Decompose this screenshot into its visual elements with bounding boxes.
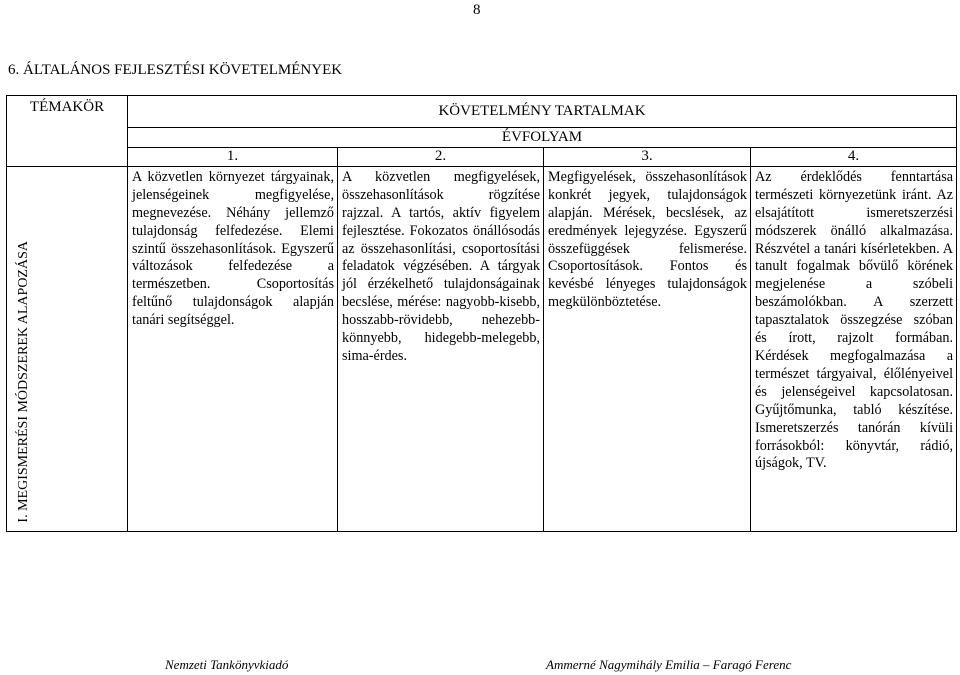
topic-label: I. MEGISMERÉSI MÓDSZEREK ALAPOZÁSA	[16, 241, 31, 523]
requirement-cell-grade-2: A közvetlen megfigyelések, összehasonlítások rögzítése rajzzal. A tartós, aktív figyelem fejlesztése. Fokozatos önállósodás az összehasonlítási, csoportosítási feladatok végzésében. A tárgyak jól érzékelhető tulajdonságainak becslése, mérése: nagyobb-kisebb, hosszabb-rövidebb, nehezebb-könnyebb, hidegebb-melegebb, sima-érdes.	[338, 166, 544, 531]
section-title: 6. ÁLTALÁNOS FEJLESZTÉSI KÖVETELMÉNYEK	[8, 62, 343, 78]
grade-4: 4.	[751, 148, 957, 167]
requirements-table	[6, 95, 957, 532]
grade-2: 2.	[338, 148, 544, 167]
footer-publisher: Nemzeti Tankönyvkiadó	[165, 657, 289, 672]
requirement-cell-grade-4: Az érdeklődés fenntartása természeti környezetünk iránt. Az elsajátított ismeretszerzési módszerek önálló alkalmazása. Részvétel a tanári kísérletekben. A tanult fogalmak bővülő körének megjelenése a szóbeli beszámolókban. A szerzett tapasztalatok összegzése szóban és írott, rajzolt formában. Kérdések megfogalmazása a természet tárgyaival, élőlényeivel és jelenségeivel kapcsolatosan. Gyűjtőmunka, tabló készítése. Ismeretszerzés tanórán kívüli forrásokból: könyvtár, rádió, újságok, TV.	[751, 166, 957, 531]
page-number: 8	[473, 2, 481, 18]
grade-3: 3.	[544, 148, 751, 167]
requirement-cell-grade-3: Megfigyelések, összehasonlítások konkrét jegyek, tulajdonságok alapján. Mérések, becslések, az eredmények lejegyzése. Egyszerű összefüggések felismerése. Csoportosítások. Fontos és kevésbé lényeges tulajdonságok megkülönböztetése.	[544, 166, 751, 531]
footer-authors: Ammerné Nagymihály Emilia – Faragó Ferenc	[546, 657, 792, 672]
header-grade: ÉVFOLYAM	[128, 128, 957, 148]
header-topic: TÉMAKÖR	[7, 96, 128, 167]
requirement-cell-grade-1: A közvetlen környezet tárgyainak, jelenségeinek megfigyelése, megnevezése. Néhány jellemző tulajdonság felfedezése. Elemi szintű összehasonlítások. Egyszerű változások felfedezése a természetben. Csoportosítás feltűnő tulajdonságok alapján tanári segítséggel.	[128, 166, 338, 531]
grade-1: 1.	[128, 148, 338, 167]
topic-cell	[7, 166, 128, 531]
header-requirements: KÖVETELMÉNY TARTALMAK	[128, 96, 957, 128]
